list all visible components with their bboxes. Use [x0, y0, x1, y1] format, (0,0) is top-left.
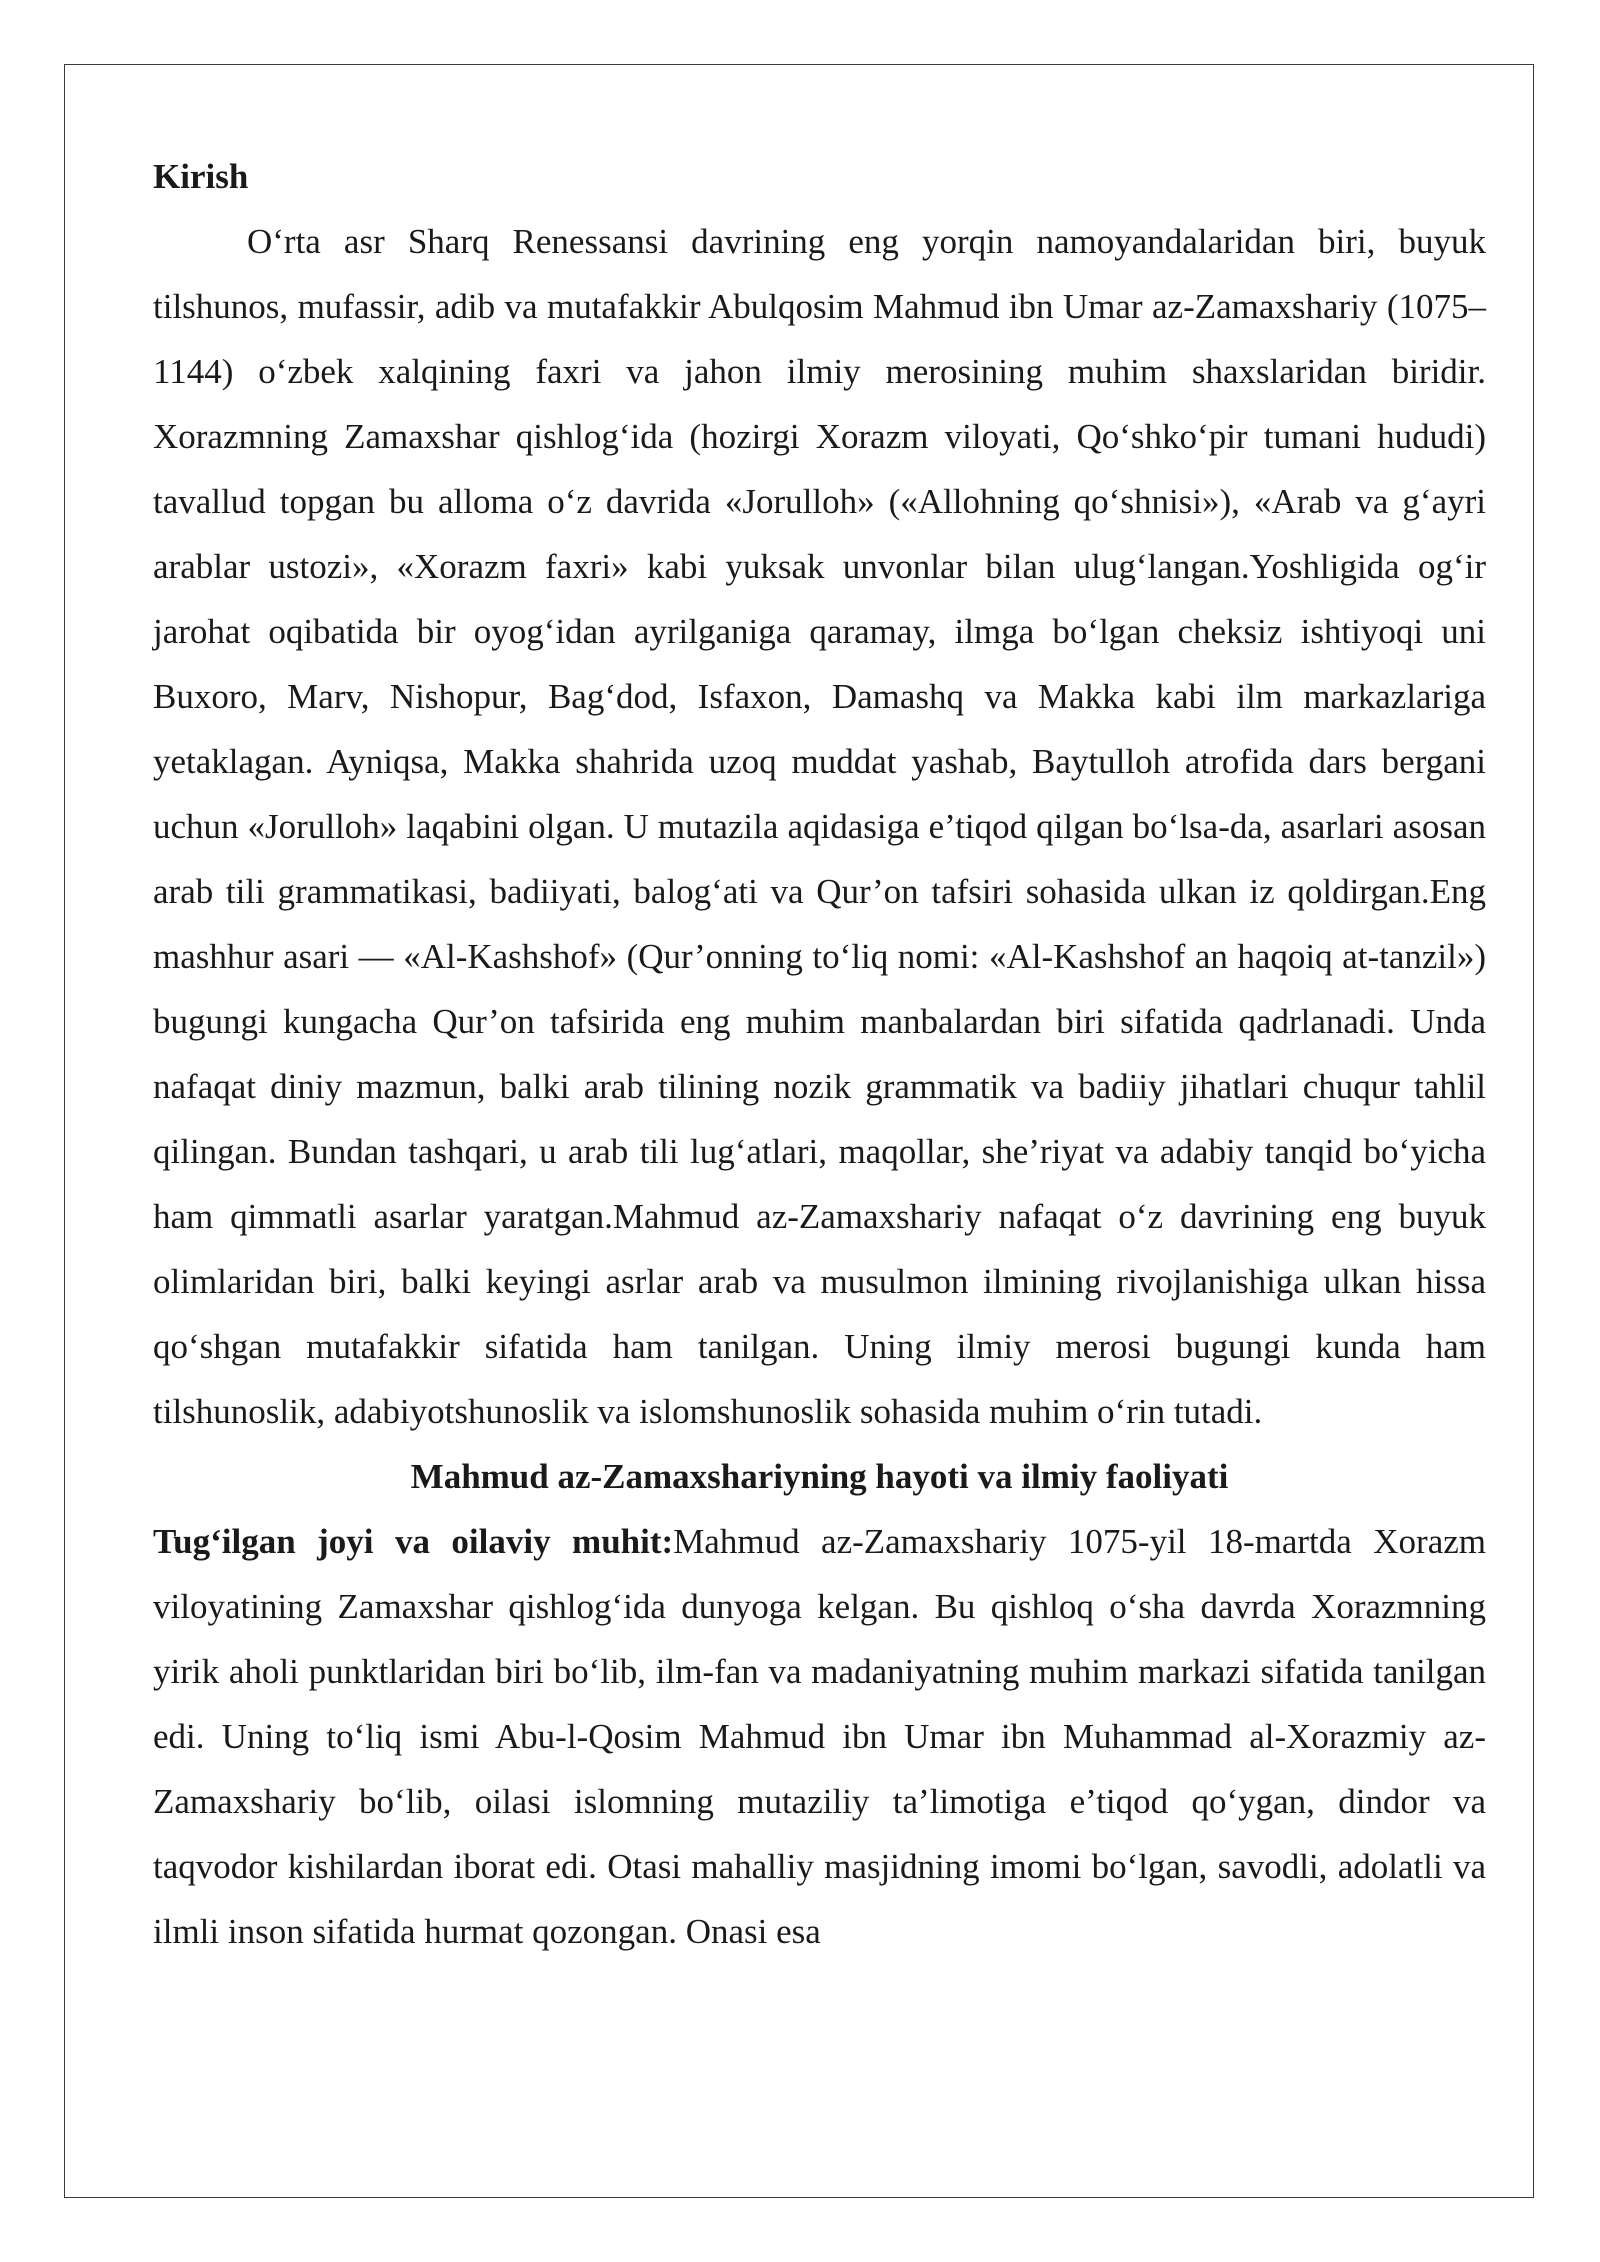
intro-paragraph: O‘rta asr Sharq Renessansi davrining eng yorqin namoyandalaridan biri, buyuk tilshunos, mufassir, adib va mutafakkir Abulqosim Mahmud ibn Umar az-Zamaxshariy (1075–1144) o‘zbek xalqining faxri va jahon ilmiy merosining muhim shaxslaridan biridir. Xorazmning Zamaxshar qishlog‘ida (hozirgi Xorazm viloyati, Qo‘shko‘pir tumani hududi) tavallud topgan bu alloma o‘z davrida «Jorulloh» («Allohning qo‘shnisi»), «Arab va g‘ayri arablar ustozi», «Xorazm faxri» kabi yuksak unvonlar bilan ulug‘langan.Yoshligida og‘ir jarohat oqibatida bir oyog‘idan ayrilganiga qaramay, ilmga bo‘lgan cheksiz ishtiyoqi uni Buxoro, Marv, Nishopur, Bag‘dod, Isfaxon, Damashq va Makka kabi ilm markazlariga yetaklagan. Ayniqsa, Makka shahrida uzoq muddat yashab, Baytulloh atrofida dars bergani uchun «Jorulloh» laqabini olgan. U mutazila aqidasiga e’tiqod qilgan bo‘lsa-da, asarlari asosan arab tili grammatikasi, badiiyati, balog‘ati va Qur’on tafsiri sohasida ulkan iz qoldirgan.Eng mashhur asari — «Al-Kashshof» (Qur’onning to‘liq nomi: «Al-Kashshof an haqoiq at-tanzil») bugungi kungacha Qur’on tafsirida eng muhim manbalardan biri sifatida qadrlanadi. Unda nafaqat diniy mazmun, balki arab tilining nozik grammatik va badiiy jihatlari chuqur tahlil qilingan. Bundan tashqari, u arab tili lug‘atlari, maqollar, she’riyat va adabiy tanqid bo‘yicha ham qimmatli asarlar yaratgan.Mahmud az-Zamaxshariy nafaqat o‘z davrining eng buyuk olimlaridan biri, balki keyingi asrlar arab va musulmon ilmining rivojlanishiga ulkan hissa qo‘shgan mutafakkir sifatida ham tanilgan. Uning ilmiy merosi bugungi kunda ham tilshunoslik, adabiyotshunoslik va islomshunoslik sohasida muhim o‘rin tutadi. [153, 222, 1486, 1431]
section-lead-label: Tug‘ilgan joyi va oilaviy muhit: [153, 1522, 674, 1561]
section-heading: Mahmud az-Zamaxshariyning hayoti va ilmiy faoliyati [410, 1457, 1229, 1496]
section-paragraph [153, 1509, 1486, 1964]
document-body [153, 144, 1486, 1964]
section-paragraph-text: Mahmud az-Zamaxshariy 1075-yil 18-martda Xorazm viloyatining Zamaxshar qishlog‘ida dunyoga kelgan. Bu qishloq o‘sha davrda Xorazmning yirik aholi punktlaridan biri bo‘lib, ilm-fan va madaniyatning muhim markazi sifatida tanilgan edi. Uning to‘liq ismi Abu-l-Qosim Mahmud ibn Umar ibn Muhammad al-Xorazmiy az-Zamaxshariy bo‘lib, oilasi islomning mutaziliy ta’limotiga e’tiqod qo‘ygan, dindor va taqvodor kishilardan iborat edi. Otasi mahalliy masjidning imomi bo‘lgan, savodli, adolatli va ilmli inson sifatida hurmat qozongan. Onasi esa [153, 1522, 1486, 1951]
intro-heading: Kirish [153, 157, 249, 196]
